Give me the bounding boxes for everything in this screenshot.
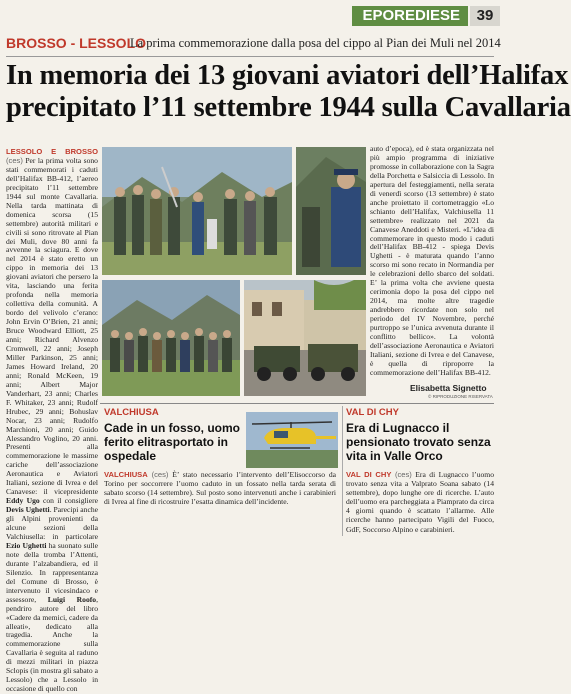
kicker-row	[0, 30, 500, 58]
lead-place: LESSOLO E BROSSO	[6, 147, 98, 156]
brief2-text	[346, 470, 494, 536]
page-header	[0, 0, 500, 26]
lead-source: (ces)	[6, 155, 23, 165]
article-lead-column	[6, 147, 98, 694]
page-number: 39	[470, 6, 500, 26]
lead-body-4: ha suonato sulle note della tromba l’Attenti, durante l’alzabandiera, ed il Silenzio. In rappresentanza del Comune di Brosso, è intervenuto il vicesindaco e assessore,	[6, 540, 98, 604]
headline-line-2: precipitato l’11 settembre 1944 sulla Cavallaria	[6, 92, 571, 123]
brief1-kicker: VALCHIUSA	[104, 407, 159, 418]
photo-military-vehicles	[244, 280, 366, 396]
author-signature: Elisabetta Signetto	[410, 383, 487, 393]
brief2-source: (ces)	[394, 470, 412, 479]
brief1-source: (ces)	[151, 470, 169, 479]
kicker-subtitle: La prima commemorazione dalla posa del cippo al Pian dei Muli nel 2014	[130, 36, 501, 50]
brief1-text	[104, 470, 336, 536]
brief2-kicker: VAL DI CHY	[346, 407, 399, 418]
brief1-body: È’ stato necessario l’intervento dell’Elisoccorso da Torino per soccorrere l’uomo caduto in un fossato nella tarda serata di sabato scorso (14 settembre). Sul posto sono intervenuti anche i carabinieri di Ivrea al fine di ricostruire l’esatta dinamica dell’incidente.	[104, 470, 336, 507]
photo-honor-guard	[296, 147, 366, 275]
article-right-column: auto d’epoca), ed è stata organizzata nel più ampio programma di iniziative promosse in collaborazione con la Sagra della Porchetta e Salsiccia di Lessolo. In apertura del festeggiamenti, nella serata di venerdì scorso (13 settembre) è stato anche proiettato il cortometraggio «Lo schianto dell’Halifax, Valchiusella 11 settembre» realizzato nel 2021 da Canavese Aneddoti e Misteri. «L’idea di commemorare in questo modo i caduti dell’Halifax BB-412 - spiega Devis Ughetti - è maturata quando l’anno scorso mi sono recato in Normandia per le celebrazioni dello sbarco del soldati. E’ la prima volta che avviene questa cerimonia dopo la posa del cippo nel 2014, ma molte altre tragedie andrebbero ricordate non solo nel periodo del IV Novembre, perché purtroppo se l’unica avvenuta durante il conflitto bellico». La volontà dell’associazione Aeronautica e Aviatori Italiani, sezione di Ivrea e del Canavese, è quella di riproporre la commemorazione dell’Halifax BB-412.	[370, 144, 494, 377]
name-ezio: Ezio Ughetti	[6, 540, 47, 550]
lead-body-2: con il consigliere	[42, 496, 98, 506]
lead-body-3: . Parecipi anche gli Alpini provenienti da alcune sezioni della Valchiusella: in particolare	[6, 505, 98, 541]
briefs-divider	[100, 403, 494, 404]
photo-veterans-group	[102, 280, 240, 396]
lead-body-5: , pendriro autore del libro «Cadere da memici, cadere da alleati», dedicato alla tragedia. Anche la commemorazione sulla Cavallaria è seguita al raduno di mezzi militari in piazza Sclopis (in mostra gli sabato a Lessolo) che a Lessolo in occasione di quello con	[6, 594, 98, 694]
rights-notice: © RIPRODUZIONE RISERVATA	[428, 394, 493, 399]
helicopter-photo	[246, 412, 338, 468]
photo-aviators-memorial	[102, 147, 292, 275]
name-devis: Devis Ughetti	[6, 505, 50, 515]
briefs-column-divider	[342, 406, 343, 536]
kicker-divider	[6, 56, 494, 57]
brief2-place: VAL DI CHY	[346, 470, 392, 479]
lead-body: Per la prima volta sono stati commemorati i caduti dell’Halifax BB-412, l’aereo precipitato l’11 settembre 1944 sul monte Cavallaria. Nella tarda mattinata di domenica scorsa (15 settembre) autorità militari e civili si sono ritrovate al Pian dei Muli, dove 80 anni fa avvenne la sciagura. E dove nel 2014 è stato eretto un cippo in memoria dei 13 giovani aviatori che persero la vita, lasciando una ferita profonda nella memoria collettiva della comunità. A bordo del velivolo c’erano: John Ervin O’Brien, 21 anni; Bruce Woodward Elliott, 25 anni; Richard Alvenzo Cromwell, 22 anni; Joseph Miller Parkinson, 25 anni; James Howard Ireland, 20 anni; Ronald McKeen, 19 anni; Albert Major Vanderhart, 23 anni; Charles F. Whitaker, 23 anni; Rudolf Hrubec, 29 anni; Bohuslav Nocar, 23 anni; Rudolfo Marchioni, 20 anni; Guido Alessandro Voglino, 20 anni. Presenti alla commemorazione le massime cariche dell’associazione Aeronautica e Aviatori Italiani, sezione di Ivrea e del Canavese: il vicepresidente	[6, 155, 98, 497]
kicker-places: BROSSO - LESSOLO	[6, 35, 147, 51]
brief1-place: VALCHIUSA	[104, 470, 148, 479]
name-eddy: Eddy Ugo	[6, 496, 40, 506]
main-headline	[6, 60, 571, 124]
headline-line-1: In memoria dei 13 giovani aviatori dell’Halifax	[6, 60, 569, 91]
section-label: EPOREDIESE	[352, 6, 468, 26]
name-luigi: Luigi Roofo	[47, 594, 97, 604]
brief2-headline: Era di Lugnacco il pensionato trovato senza vita in Valle Orco	[346, 421, 491, 463]
brief2-body: Era di Lugnacco l’uomo trovato senza vita a Valprato Soana sabato (14 settembre), dopo lunghe ore di ricerche. L’auto dell’uomo era parcheggiata a Piamprato da circa 4 giorni quando è scattato l’allarme. Alle ricerche hanno partecipato Vigili del Fuoco, GdF, Soccorso Alpino e carabinieri.	[346, 470, 494, 534]
brief1-headline: Cade in un fosso, uomo ferito elitrasportato in ospedale	[104, 421, 241, 463]
